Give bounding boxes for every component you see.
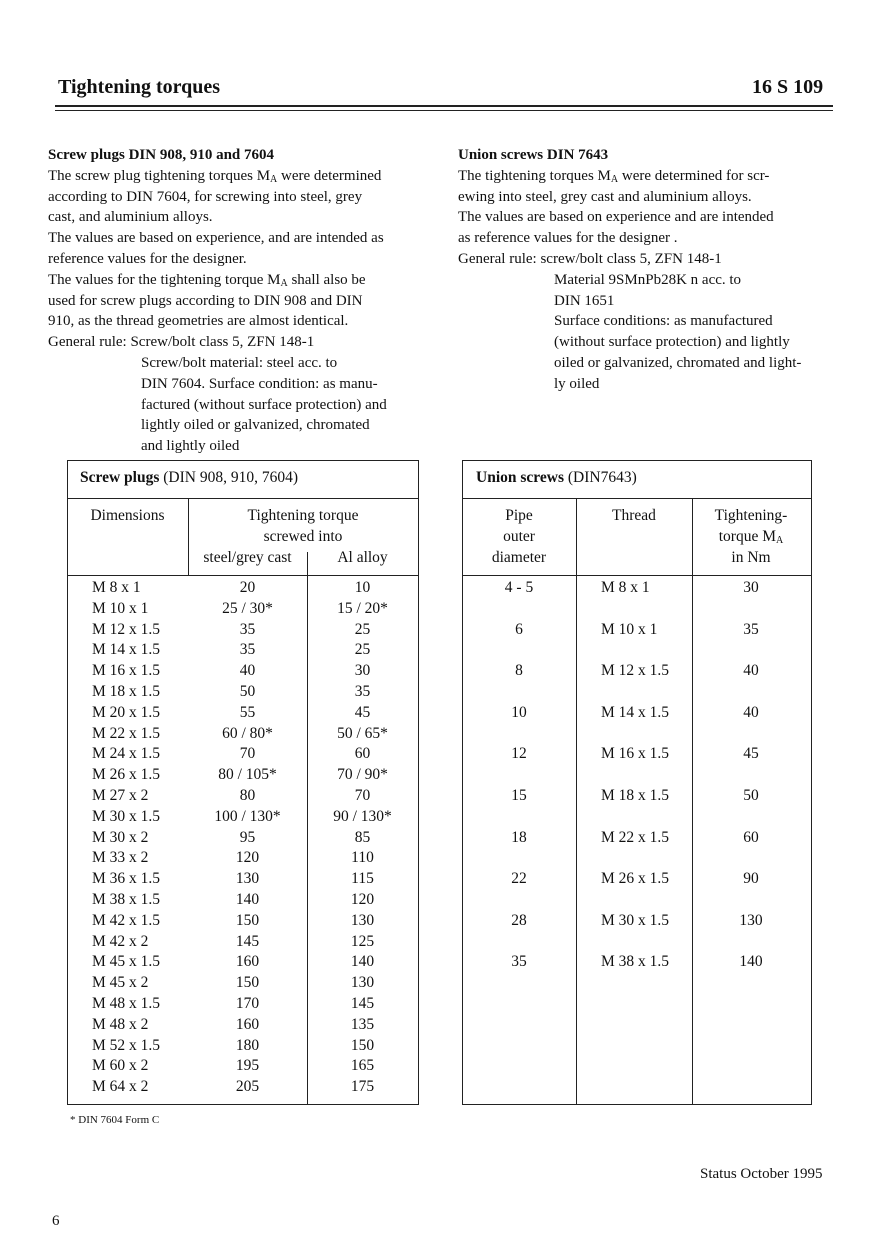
dimension-cell: M 22 x 1.5 — [92, 724, 161, 742]
torque-cell: 90 — [743, 870, 759, 888]
text-line: used for screw plugs according to DIN 908 and DIN — [48, 292, 363, 309]
torque-cell: 35 — [743, 620, 759, 638]
thread-cell: M 16 x 1.5 — [601, 745, 670, 763]
al-torque-cell: 70 — [354, 787, 371, 804]
header-rule — [55, 105, 833, 107]
dimension-cell: M 30 x 2 — [92, 828, 149, 846]
dimension-cell: M 36 x 1.5 — [92, 870, 161, 888]
dimension-cell: M 26 x 1.5 — [92, 766, 161, 784]
text-line: DIN 1651 — [554, 292, 615, 309]
torque-cell: 60 — [743, 828, 759, 846]
thread-cell: M 18 x 1.5 — [601, 787, 670, 804]
page-title: Tightening torques — [58, 76, 221, 98]
torque-cell: 130 — [739, 911, 763, 929]
pipe-diameter-cell: 15 — [511, 787, 527, 804]
steel-torque-cell: 130 — [235, 870, 260, 888]
torque-cell: 140 — [739, 953, 763, 971]
steel-torque-cell: 150 — [235, 974, 260, 992]
header-rule-secondary — [55, 110, 833, 111]
col-header-torque: Tightening torque — [247, 507, 359, 524]
torque-cell: 30 — [743, 579, 759, 596]
text-line: cast, and aluminium alloys. — [48, 209, 213, 226]
torque-cell: 40 — [743, 662, 759, 680]
steel-torque-cell: 120 — [235, 849, 260, 867]
general-rule: General rule: Screw/bolt class 5, ZFN 148-1 — [48, 334, 315, 351]
dimension-cell: M 42 x 1.5 — [92, 911, 161, 929]
pipe-diameter-cell: 4 - 5 — [504, 579, 534, 596]
text-line: reference values for the designer. — [48, 250, 247, 267]
status-date: Status October 1995 — [700, 1166, 823, 1182]
general-rule: General rule: screw/bolt class 5, ZFN 148-1 — [458, 250, 722, 267]
page-number: 6 — [52, 1213, 60, 1229]
al-torque-cell: 85 — [354, 828, 371, 846]
col-header-torque-ma: torque $M_A$ — [718, 528, 784, 546]
dimension-cell: M 12 x 1.5 — [92, 620, 161, 638]
text-line: oiled or galvanized, chromated and light- — [554, 354, 802, 371]
text-line: The values are based on experience and are intended — [458, 209, 774, 226]
thread-cell: M 26 x 1.5 — [601, 870, 670, 888]
col-header-dimensions: Dimensions — [90, 507, 165, 524]
dimension-cell: M 48 x 2 — [92, 1015, 149, 1033]
steel-torque-cell: 35 — [239, 641, 256, 659]
thread-cell: M 38 x 1.5 — [601, 953, 670, 971]
al-torque-cell: 115 — [351, 870, 374, 888]
steel-torque-cell: 160 — [235, 953, 260, 971]
steel-torque-cell: 140 — [235, 891, 260, 908]
table-divider — [67, 498, 418, 499]
dimension-cell: M 64 x 2 — [92, 1078, 149, 1096]
steel-torque-cell: 160 — [235, 1015, 260, 1033]
steel-torque-cell: 195 — [235, 1057, 260, 1075]
dimension-cell: M 33 x 2 — [92, 849, 149, 867]
thread-cell: M 22 x 1.5 — [601, 828, 670, 846]
steel-torque-cell: 100 / 130* — [214, 807, 281, 825]
steel-torque-cell: 95 — [239, 828, 256, 846]
text-line: The values are based on experience, and are intended as — [48, 230, 384, 247]
steel-torque-cell: 145 — [235, 932, 260, 950]
text-line: factured (without surface protection) and — [141, 396, 387, 413]
al-torque-cell: 35 — [354, 683, 371, 700]
col-header-pipe-outer: outer — [503, 528, 535, 545]
al-torque-cell: 165 — [350, 1057, 375, 1075]
al-torque-cell: 50 / 65* — [337, 724, 388, 742]
al-torque-cell: 130 — [350, 974, 375, 992]
steel-torque-cell: 70 — [239, 745, 256, 763]
screw-plugs-section — [48, 145, 438, 457]
pipe-diameter-cell: 6 — [515, 620, 523, 638]
table-divider — [462, 575, 811, 576]
al-torque-cell: 110 — [351, 849, 374, 867]
dimension-cell: M 48 x 1.5 — [92, 995, 161, 1012]
al-torque-cell: 150 — [350, 1036, 375, 1054]
text-line: as reference values for the designer . — [458, 230, 678, 247]
al-torque-cell: 15 / 20* — [337, 599, 388, 617]
dimension-cell: M 20 x 1.5 — [92, 703, 161, 721]
text-line: Screw/bolt material: steel acc. to — [141, 354, 338, 371]
dimension-cell: M 42 x 2 — [92, 932, 149, 950]
union-screws-intro: The tightening torques $M_A$ were determined for scr- — [458, 167, 770, 185]
dimension-cell: M 52 x 1.5 — [92, 1036, 161, 1054]
al-torque-cell: 130 — [350, 911, 375, 929]
pipe-diameter-cell: 8 — [515, 662, 523, 680]
table-divider — [462, 498, 811, 499]
al-torque-cell: 125 — [350, 932, 375, 950]
pipe-diameter-cell: 10 — [511, 703, 527, 721]
col-header-pipe-diameter: diameter — [491, 549, 547, 566]
dimension-cell: M 10 x 1 — [92, 599, 149, 617]
al-torque-cell: 10 — [354, 579, 371, 596]
dimension-cell: M 14 x 1.5 — [92, 641, 161, 659]
torque-cell: 40 — [743, 703, 759, 721]
dimension-cell: M 18 x 1.5 — [92, 683, 161, 700]
text-line: lightly oiled or galvanized, chromated — [141, 417, 370, 434]
steel-torque-cell: 40 — [239, 662, 256, 680]
text-line: ly oiled — [554, 375, 600, 392]
pipe-diameter-cell: 35 — [511, 953, 527, 971]
steel-torque-cell: 50 — [239, 683, 256, 700]
pipe-diameter-cell: 22 — [511, 870, 527, 888]
col-header-torque-unit: in Nm — [731, 549, 771, 566]
text-line: ewing into steel, grey cast and aluminium alloys. — [458, 188, 752, 205]
col-header-screwed-into: screwed into — [263, 528, 343, 545]
screw-plugs-heading: Screw plugs DIN 908, 910 and 7604 — [48, 147, 275, 163]
steel-torque-cell: 25 / 30* — [222, 599, 273, 617]
al-torque-cell: 60 — [354, 745, 371, 763]
al-torque-cell: 90 / 130* — [333, 807, 392, 825]
al-torque-cell: 30 — [354, 662, 371, 680]
al-torque-cell: 135 — [350, 1015, 375, 1033]
document-code: 16 S 109 — [752, 76, 824, 98]
pipe-diameter-cell: 28 — [511, 911, 527, 929]
pipe-diameter-cell: 12 — [511, 745, 527, 763]
footnote: * DIN 7604 Form C — [70, 1114, 160, 1126]
dimension-cell: M 60 x 2 — [92, 1057, 149, 1075]
col-header-al-alloy: Al alloy — [337, 549, 388, 566]
col-header-torque: Tightening- — [714, 507, 788, 524]
dimension-cell: M 8 x 1 — [92, 579, 141, 596]
text-line: 910, as the thread geometries are almost identical. — [48, 313, 349, 330]
text-line: DIN 7604. Surface condition: as manu- — [141, 375, 378, 392]
text-line: according to DIN 7604, for screwing into steel, grey — [48, 188, 363, 205]
al-torque-cell: 25 — [354, 620, 371, 638]
torque-cell: 45 — [743, 745, 759, 763]
al-torque-cell: 45 — [354, 703, 371, 721]
al-torque-cell: 70 / 90* — [337, 766, 388, 784]
steel-torque-cell: 180 — [235, 1036, 260, 1054]
torque-cell: 50 — [743, 787, 759, 804]
text-line: Material 9SMnPb28K n acc. to — [554, 271, 742, 288]
text-line: Surface conditions: as manufactured — [554, 313, 773, 330]
steel-torque-cell: 80 / 105* — [218, 766, 277, 784]
steel-torque-cell: 80 — [239, 787, 256, 804]
pipe-diameter-cell: 18 — [511, 828, 527, 846]
steel-torque-cell: 60 / 80* — [222, 724, 273, 742]
col-header-pipe: Pipe — [505, 507, 533, 524]
text-line: and lightly oiled — [141, 438, 240, 455]
thread-cell: M 14 x 1.5 — [601, 703, 670, 721]
table-divider — [67, 575, 418, 576]
dimension-cell: M 38 x 1.5 — [92, 891, 161, 908]
union-screws-table-title: Union screws (DIN7643) — [476, 469, 637, 486]
screw-plugs-intro: The screw plug tightening torques $M_A$ were determined — [48, 167, 382, 185]
thread-cell: M 12 x 1.5 — [601, 662, 670, 680]
al-torque-cell: 25 — [354, 641, 371, 659]
union-screws-section — [458, 145, 838, 395]
dimension-cell: M 45 x 2 — [92, 974, 149, 992]
steel-torque-cell: 170 — [235, 995, 260, 1012]
thread-cell: M 10 x 1 — [601, 620, 658, 638]
text-line: The values for the tightening torque $M_A$ shall also be — [48, 271, 366, 289]
text-line: (without surface protection) and lightly — [554, 334, 790, 351]
col-header-thread: Thread — [612, 507, 656, 524]
steel-torque-cell: 20 — [239, 579, 256, 596]
dimension-cell: M 45 x 1.5 — [92, 953, 161, 971]
steel-torque-cell: 150 — [235, 911, 260, 929]
dimension-cell: M 16 x 1.5 — [92, 662, 161, 680]
table-divider — [576, 498, 577, 1104]
al-torque-cell: 175 — [350, 1078, 375, 1096]
dimension-cell: M 24 x 1.5 — [92, 745, 161, 763]
dimension-cell: M 27 x 2 — [92, 787, 149, 804]
al-torque-cell: 145 — [350, 995, 375, 1012]
steel-torque-cell: 55 — [239, 703, 256, 721]
al-torque-cell: 140 — [350, 953, 375, 971]
screw-plugs-table-title: Screw plugs (DIN 908, 910, 7604) — [80, 469, 299, 486]
union-screws-heading: Union screws DIN 7643 — [458, 147, 609, 163]
dimension-cell: M 30 x 1.5 — [92, 807, 161, 825]
thread-cell: M 30 x 1.5 — [601, 911, 670, 929]
steel-torque-cell: 205 — [235, 1078, 260, 1096]
al-torque-cell: 120 — [350, 891, 375, 908]
col-header-steel: steel/grey cast — [203, 549, 292, 566]
steel-torque-cell: 35 — [239, 620, 256, 638]
thread-cell: M 8 x 1 — [601, 579, 650, 596]
